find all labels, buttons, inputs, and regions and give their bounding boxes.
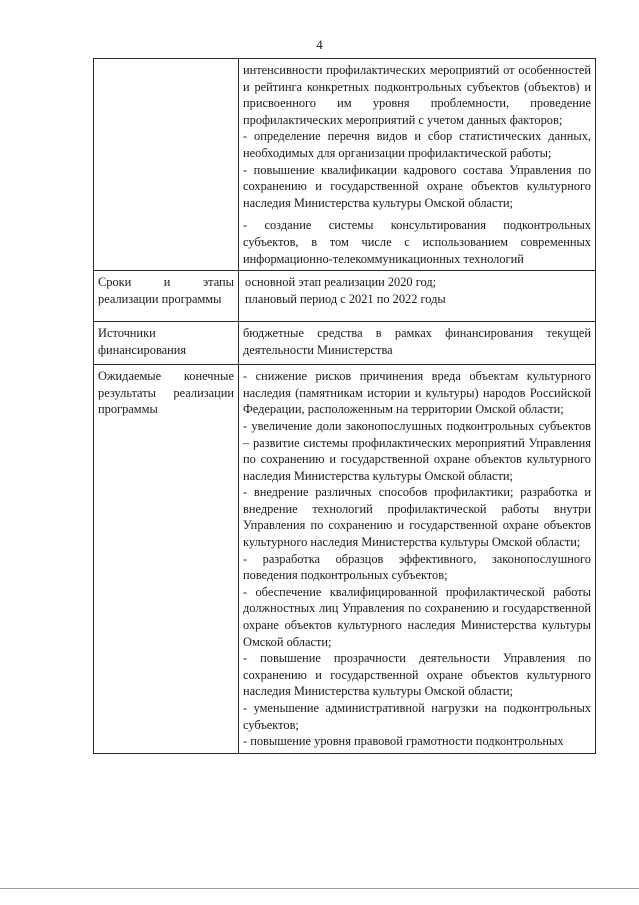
list-item: - уменьшение административной нагрузки на подконтрольных субъектов; <box>243 701 591 732</box>
list-item: - обеспечение квалифицированной профилактической работы должностных лиц Управления по сохранению и государственной охране объектов культурного наследия Министерства культуры Омской области; <box>243 584 591 649</box>
list-item: основной этап реализации 2020 год; <box>245 275 437 290</box>
table-row-funding <box>94 322 596 365</box>
row-content-funding <box>239 322 596 365</box>
row-content-terms <box>239 271 596 322</box>
list-item: бюджетные средства в рамках финансирования текущей деятельности Министерства <box>243 326 591 357</box>
row-label-funding <box>94 322 239 365</box>
row-content-results <box>239 365 596 754</box>
list-item: - снижение рисков причинения вреда объектам культурного наследия (памятникам истории и культуры) народов Российской Федерации, расположенным на территории Омской области; <box>243 369 591 417</box>
scan-edge-line <box>0 888 639 889</box>
list-item: плановый период с 2021 по 2022 годы <box>245 291 446 306</box>
label-line: Источники <box>98 326 156 341</box>
row-label-empty <box>94 59 239 271</box>
list-item: - создание системы консультирования подконтрольных субъектов, в том числе с использованием современных информационно-телекоммуникационных технологий <box>243 218 591 266</box>
row-label-terms <box>94 271 239 322</box>
list-item: - увеличение доли законопослушных подконтрольных субъектов – развитие системы профилактических мероприятий Управления по сохранению и государственной охране объектов культурного наследия Министерства культуры Омской области; <box>243 418 591 483</box>
label-line: Сроки и этапы <box>98 275 234 290</box>
row-label-results <box>94 365 239 754</box>
list-item: - повышение уровня правовой грамотности подконтрольных <box>243 734 564 749</box>
label-line: финансирования <box>98 342 187 357</box>
label-line: Ожидаемые конечные <box>98 369 234 384</box>
table-row-terms <box>94 271 596 322</box>
list-item: - определение перечня видов и сбор статистических данных, необходимых для организации профилактической работы; <box>243 129 591 160</box>
program-passport-table <box>93 58 596 754</box>
list-item: - повышение квалификации кадрового состава Управления по сохранению и государственной охране объектов культурного наследия Министерства культуры Омской области; <box>243 162 591 210</box>
list-item: - повышение прозрачности деятельности Управления по сохранению и государственной охране объектов культурного наследия Министерства культуры Омской области; <box>243 651 591 699</box>
list-item: - внедрение различных способов профилактики; разработка и внедрение технологий профилактической работы внутри Управления по сохранению и государственной охране объектов культурного наследия Министерства культуры Омской области; <box>243 485 591 550</box>
page-number: 4 <box>316 37 323 52</box>
list-item: - разработка образцов эффективного, законопослушного поведения подконтрольных субъектов; <box>243 551 591 583</box>
label-line: результаты реализации <box>98 385 234 400</box>
label-line: реализации программы <box>98 291 222 306</box>
label-line: программы <box>98 402 158 417</box>
list-item: интенсивности профилактических мероприятий от особенностей и рейтинга конкретных подконтрольных субъектов (объектов) и присвоенного им уровня проблемности, проведение профилактических мероприятий с учетом данных факторов; <box>243 63 591 127</box>
table-row-expected-results <box>94 365 596 754</box>
row-content-tasks <box>239 59 596 271</box>
table-row-tasks-continuation <box>94 59 596 271</box>
